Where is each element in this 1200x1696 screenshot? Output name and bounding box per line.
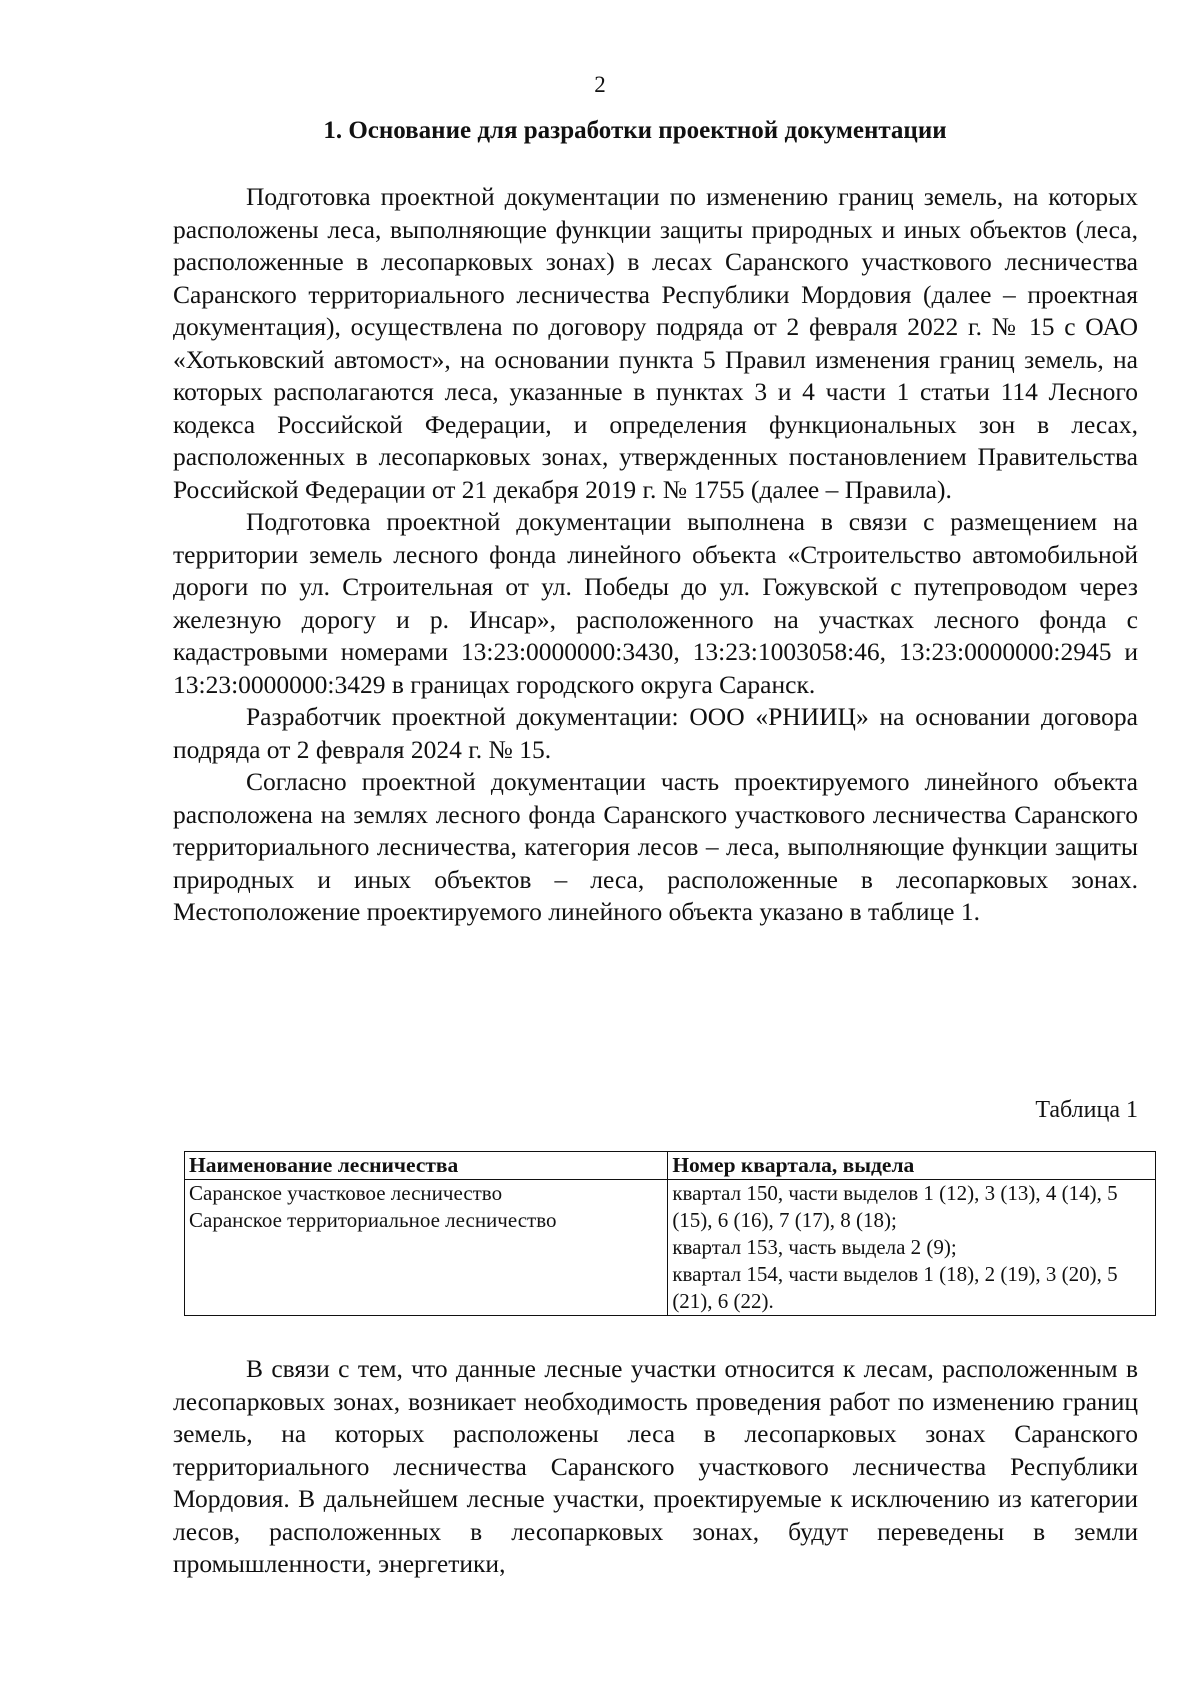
table-cell-quarters bbox=[668, 1180, 1156, 1316]
page-number: 2 bbox=[594, 72, 606, 97]
table-cell-forestry bbox=[185, 1180, 668, 1316]
paragraph-location: Согласно проектной документации часть проектируемого линейного объекта расположена на землях лесного фонда Саранского участкового лесничества Саранского территориального лесничества, категория лесов – леса, выполняющие функции защиты природных и иных объектов – леса, расположенные в лесопарковых зонах. Местоположение проектируемого линейного объекта указано в таблице 1. bbox=[173, 767, 1138, 926]
table-header-forestry: Наименование лесничества bbox=[185, 1152, 668, 1180]
table-row bbox=[185, 1180, 1156, 1316]
quarter-entry: квартал 150, части выделов 1 (12), 3 (13), 4 (14), 5 (15), 6 (16), 7 (17), 8 (18); bbox=[672, 1181, 1118, 1232]
table-header-row bbox=[185, 1152, 1156, 1180]
section-heading: 1. Основание для разработки проектной документации bbox=[323, 117, 947, 144]
closing-text bbox=[173, 1353, 1138, 1581]
quarter-entry: квартал 154, части выделов 1 (18), 2 (19), 3 (20), 5 (21), 6 (22). bbox=[672, 1262, 1118, 1313]
forestry-name: Саранское территориальное лесничество bbox=[189, 1208, 557, 1232]
paragraph-developer: Разработчик проектной документации: ООО «РНИИЦ» на основании договора подряда от 2 февраля 2024 г. № 15. bbox=[173, 702, 1138, 764]
forestry-name: Саранское участковое лесничество bbox=[189, 1181, 503, 1205]
paragraph-basis: Подготовка проектной документации по изменению границ земель, на которых расположены леса, выполняющие функции защиты природных и иных объектов (леса, расположенные в лесопарковых зонах) в лесах Саранского участкового лесничества Саранского территориального лесничества Республики Мордовия (далее – проектная документация), осуществлена по договору подряда от 2 февраля 2022 г. № 15 с ОАО «Хотьковский автомост», на основании пункта 5 Правил изменения границ земель, на которых располагаются леса, указанные в пунктах 3 и 4 части 1 статьи 114 Лесного кодекса Российской Федерации, и определения функциональных зон в лесах, расположенных в лесопарковых зонах, утвержденных постановлением Правительства Российской Федерации от 21 декабря 2019 г. № 1755 (далее – Правила). bbox=[173, 182, 1138, 504]
paragraph-closing: В связи с тем, что данные лесные участки относится к лесам, расположенным в лесопарковых зонах, возникает необходимость проведения работ по изменению границ земель, на которых расположены леса в лесопарковых зонах Саранского территориального лесничества Саранского участкового лесничества Республики Мордовия. В дальнейшем лесные участки, проектируемые к исключению из категории лесов, расположенных в лесопарковых зонах, будут переведены в земли промышленности, энергетики, bbox=[173, 1354, 1138, 1578]
quarter-entry: квартал 153, часть выдела 2 (9); bbox=[672, 1235, 957, 1259]
paragraph-purpose: Подготовка проектной документации выполнена в связи с размещением на территории земель лесного фонда линейного объекта «Строительство автомобильной дороги по ул. Строительная от ул. Победы до ул. Гожувской с путепроводом через железную дорогу и р. Инсар», расположенного на участках лесного фонда с кадастровыми номерами 13:23:0000000:3430, 13:23:1003058:46, 13:23:0000000:2945 и 13:23:0000000:3429 в границах городского округа Саранск. bbox=[173, 507, 1138, 699]
forestry-table bbox=[184, 1151, 1156, 1316]
body-text bbox=[173, 181, 1138, 929]
table-caption: Таблица 1 bbox=[1035, 1097, 1138, 1123]
table-header-quarter: Номер квартала, выдела bbox=[668, 1152, 1156, 1180]
